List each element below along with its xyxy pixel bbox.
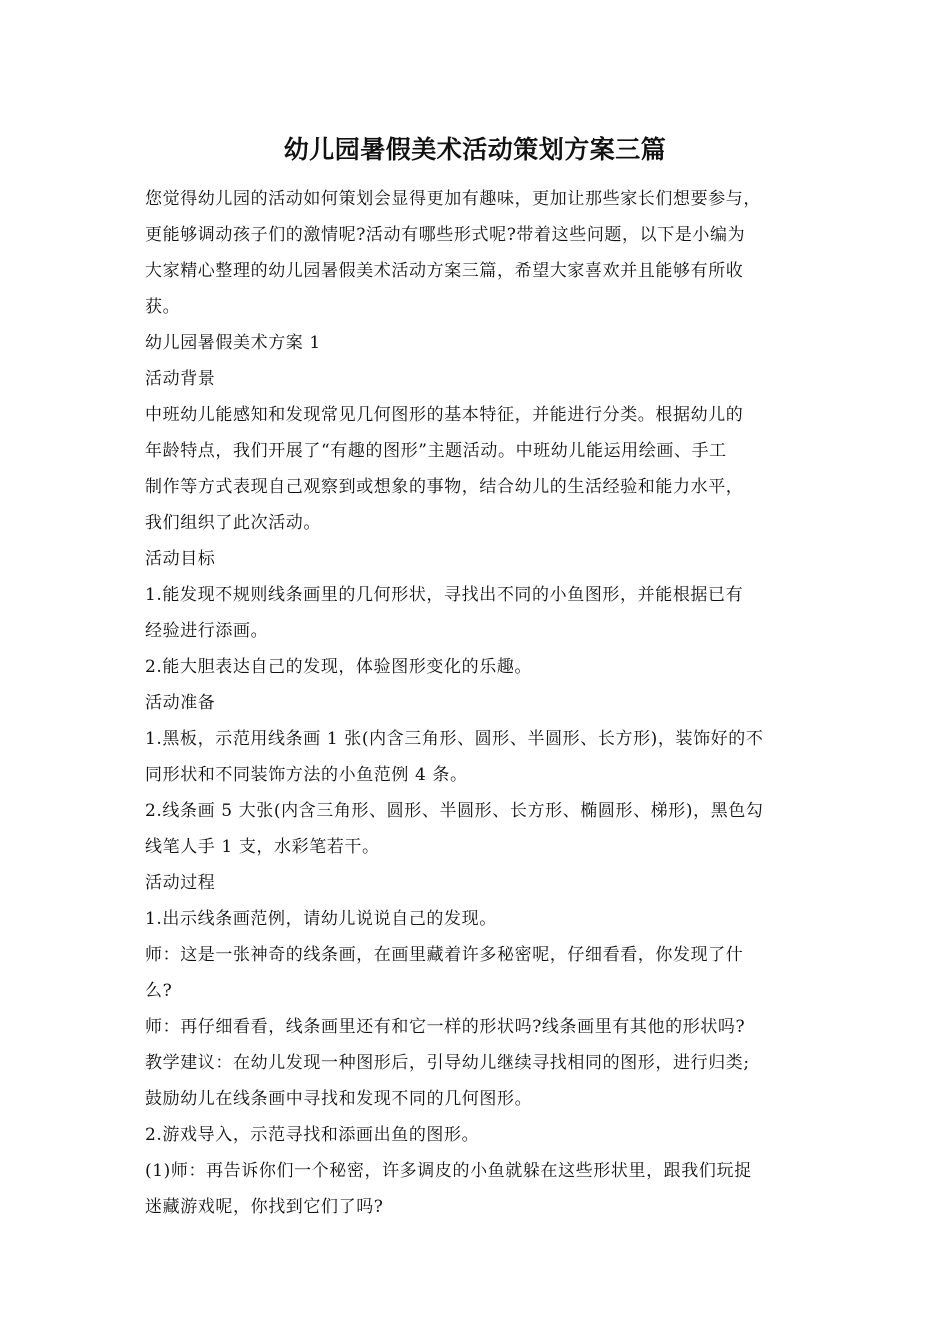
paragraph: [145, 901, 825, 937]
text-line: 您觉得幼儿园的活动如何策划会显得更加有趣味，更加让那些家长们想要参与，: [145, 189, 761, 209]
text-line: 活动过程: [145, 873, 216, 893]
text-line: 1.出示线条画范例，请幼儿说说自己的发现。: [145, 909, 497, 929]
text-line: 经验进行添画。: [145, 621, 269, 641]
text-line: 线笔人手 1 支，水彩笔若干。: [145, 837, 380, 857]
document-body: [145, 181, 825, 1225]
paragraph: [145, 397, 825, 541]
text-line: 2.线条画 5 大张(内含三角形、圆形、半圆形、长方形、椭圆形、梯形)，黑色勾: [145, 801, 764, 821]
text-line: 1.黑板，示范用线条画 1 张(内含三角形、圆形、半圆形、长方形)，装饰好的不: [145, 729, 764, 749]
text-line: 同形状和不同装饰方法的小鱼范例 4 条。: [145, 765, 468, 785]
text-line: 2.能大胆表达自己的发现，体验图形变化的乐趣。: [145, 657, 533, 677]
text-line: 1.能发现不规则线条画里的几何形状，寻找出不同的小鱼图形，并能根据已有: [145, 585, 744, 605]
text-line: 活动准备: [145, 693, 216, 713]
paragraph: [145, 937, 825, 1009]
text-line: 中班幼儿能感知和发现常见几何图形的基本特征，并能进行分类。根据幼儿的: [145, 405, 744, 425]
text-line: 我们组织了此次活动。: [145, 513, 321, 533]
text-line: 获。: [145, 297, 181, 317]
paragraph: [145, 865, 825, 901]
text-line: 活动背景: [145, 369, 216, 389]
paragraph: [145, 793, 825, 865]
text-line: 幼儿园暑假美术方案 1: [145, 333, 321, 353]
paragraph: [145, 685, 825, 721]
paragraph: [145, 1117, 825, 1153]
paragraph: [145, 1045, 825, 1117]
paragraph: [145, 361, 825, 397]
text-line: 更能够调动孩子们的激情呢?活动有哪些形式呢?带着这些问题，以下是小编为: [145, 225, 746, 245]
paragraph: [145, 325, 825, 361]
text-line: 教学建议：在幼儿发现一种图形后，引导幼儿继续寻找相同的图形，进行归类;: [145, 1053, 750, 1073]
text-line: 师：这是一张神奇的线条画，在画里藏着许多秘密呢，仔细看看，你发现了什: [145, 945, 744, 965]
text-line: 大家精心整理的幼儿园暑假美术活动方案三篇，希望大家喜欢并且能够有所收: [145, 261, 744, 281]
text-line: (1)师：再告诉你们一个秘密，许多调皮的小鱼就躲在这些形状里，跟我们玩捉: [145, 1161, 752, 1181]
paragraph: [145, 721, 825, 793]
paragraph: [145, 1009, 825, 1045]
text-line: 2.游戏导入，示范寻找和添画出鱼的图形。: [145, 1125, 480, 1145]
text-line: 活动目标: [145, 549, 216, 569]
document-title: 幼儿园暑假美术活动策划方案三篇: [283, 135, 667, 164]
paragraph: [145, 577, 825, 649]
text-line: 年龄特点，我们开展了“有趣的图形”主题活动。中班幼儿能运用绘画、手工: [145, 441, 727, 461]
text-line: 制作等方式表现自己观察到或想象的事物，结合幼儿的生活经验和能力水平，: [145, 477, 744, 497]
paragraph: [145, 181, 825, 325]
paragraph: [145, 541, 825, 577]
paragraph: [145, 1153, 825, 1225]
text-line: 迷藏游戏呢，你找到它们了吗?: [145, 1197, 384, 1217]
text-line: 鼓励幼儿在线条画中寻找和发现不同的几何图形。: [145, 1089, 533, 1109]
text-line: 师：再仔细看看，线条画里还有和它一样的形状吗?线条画里有其他的形状吗?: [145, 1017, 746, 1037]
paragraph: [145, 649, 825, 685]
text-line: 么?: [145, 981, 173, 1001]
